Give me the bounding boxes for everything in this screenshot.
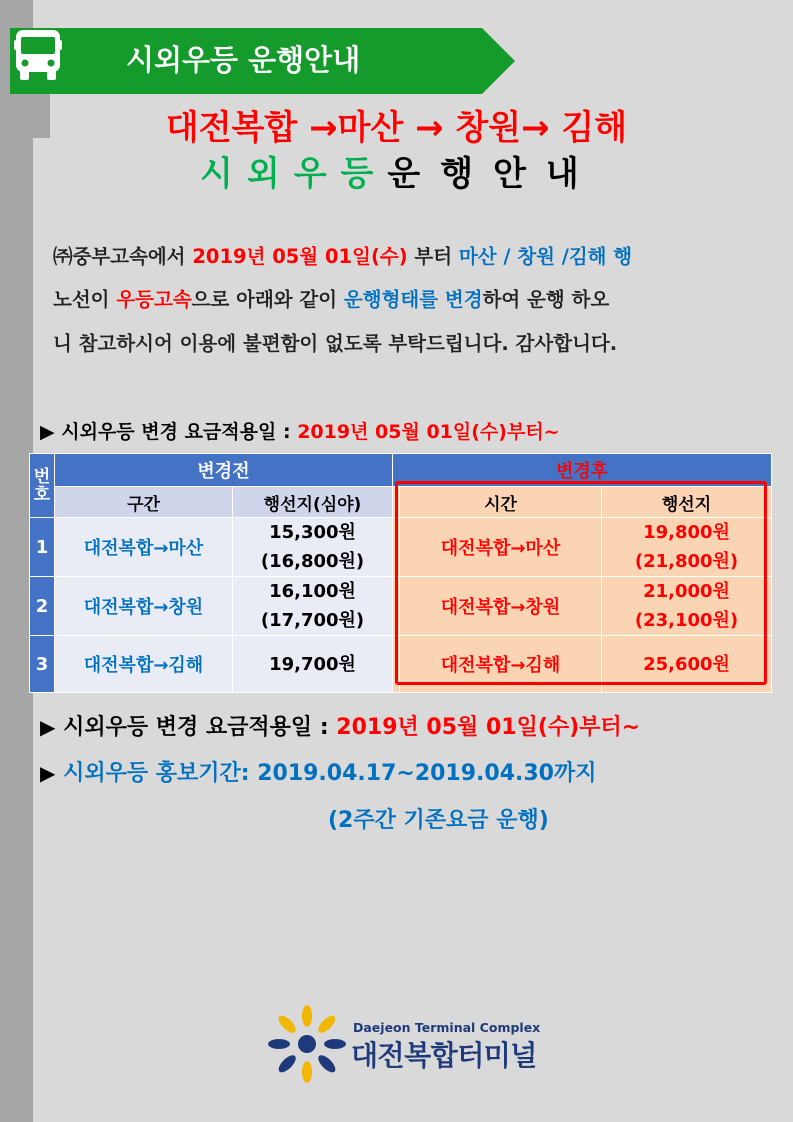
footer-line-1 (40, 710, 640, 745)
notice-destinations: 마산 / 창원 /김해 행 (458, 245, 633, 268)
table-row (30, 518, 772, 577)
row-num: 1 (30, 518, 55, 577)
service-title (200, 150, 599, 198)
triangle-bullet-icon: ▶ (40, 715, 56, 739)
notice-text: 으로 아래와 같이 (191, 288, 344, 311)
spacer (393, 636, 400, 693)
fare-before (233, 518, 393, 577)
header-before: 변경전 (55, 454, 393, 487)
bus-icon (10, 28, 66, 82)
fare-day: 19,700원 (269, 653, 356, 675)
notice-change: 운행형태를 변경 (343, 288, 483, 311)
footer-label: 시외우등 변경 요금적용일 : (63, 715, 337, 740)
route-before: 대전복합→마산 (55, 518, 233, 577)
service-title-green: 시외우등 (200, 154, 388, 194)
notice-line-1 (53, 243, 773, 271)
logo-english: Daejeon Terminal Complex (353, 1020, 541, 1035)
header-title: 시외우등 운행안내 (126, 43, 361, 77)
route-after: 대전복합→창원 (400, 577, 602, 636)
header-num: 번호 (30, 454, 55, 518)
header-banner (10, 28, 515, 94)
spacer (393, 577, 400, 636)
notice-company: ㈜중부고속에서 (53, 245, 193, 268)
footer-label: 시외우등 홍보기간: (63, 761, 258, 786)
header-after: 변경후 (393, 454, 772, 487)
footer-period: 2019.04.17~2019.04.30까지 (257, 761, 597, 786)
subhead-label: ▶ 시외우등 변경 요금적용일 : (40, 421, 298, 443)
route-before: 대전복합→김해 (55, 636, 233, 693)
footer-line-3: (2주간 기존요금 운행) (328, 808, 549, 833)
notice-line-3: 니 참고하시어 이용에 불편함이 없도록 부탁드립니다. 감사합니다. (53, 332, 618, 355)
notice-text: 부터 (407, 245, 459, 268)
notice-line-2 (53, 286, 773, 314)
fare-after (602, 577, 772, 636)
col-fare: 행선지 (602, 487, 772, 518)
row-num: 3 (30, 636, 55, 693)
route-after: 대전복합→마산 (400, 518, 602, 577)
row-num: 2 (30, 577, 55, 636)
col-fare-night: 행선지(심야) (233, 487, 393, 518)
fare-night: (21,800원) (634, 551, 739, 572)
subhead-date: 2019년 05월 01일(수)부터~ (297, 421, 560, 443)
fare-day: 25,600원 (643, 653, 730, 675)
sun-burst-logo-icon (265, 1002, 349, 1086)
fare-date-subhead (40, 418, 560, 446)
fare-after (602, 518, 772, 577)
col-spacer (393, 487, 400, 518)
fare-after (602, 636, 772, 693)
col-route: 구간 (55, 487, 233, 518)
fare-night: (17,700원) (260, 610, 365, 631)
terminal-logo (265, 1002, 565, 1088)
service-title-black: 운행안내 (387, 154, 599, 194)
col-time: 시간 (400, 487, 602, 518)
fare-night: (23,100원) (634, 610, 739, 631)
footer-date: 2019년 05월 01일(수)부터~ (336, 715, 641, 740)
notice-premium: 우등고속 (116, 288, 192, 311)
fare-before (233, 577, 393, 636)
fare-table (29, 453, 772, 693)
fare-day: 19,800원 (643, 522, 730, 543)
fare-before (233, 636, 393, 693)
footer-line-2 (40, 756, 597, 791)
fare-day: 16,100원 (269, 581, 356, 602)
table-row (30, 577, 772, 636)
fare-day: 15,300원 (269, 522, 356, 543)
logo-korean: 대전복합터미널 (351, 1039, 537, 1072)
route-title: 대전복합 →마산 → 창원→ 김해 (165, 108, 628, 148)
notice-text: 하여 운행 하오 (482, 288, 610, 311)
fare-day: 21,000원 (643, 581, 730, 602)
notice-text: 노선이 (53, 288, 117, 311)
route-after: 대전복합→김해 (400, 636, 602, 693)
spacer (393, 518, 400, 577)
notice-date: 2019년 05월 01일(수) (192, 245, 408, 268)
triangle-bullet-icon: ▶ (40, 761, 56, 785)
table-row (30, 636, 772, 693)
fare-night: (16,800원) (260, 551, 365, 572)
route-before: 대전복합→창원 (55, 577, 233, 636)
